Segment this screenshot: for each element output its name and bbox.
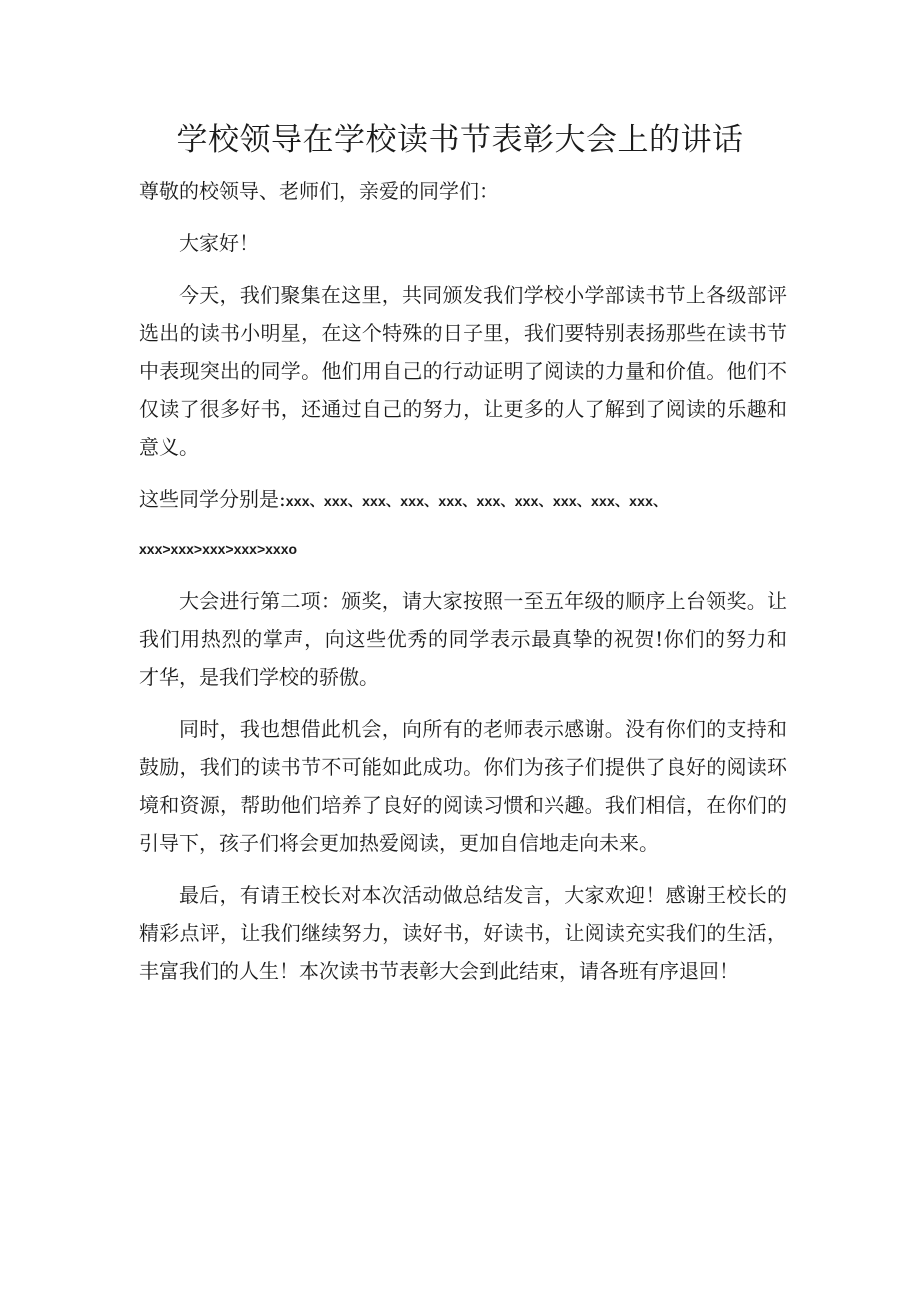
paragraph-intro: 今天，我们聚集在这里，共同颁发我们学校小学部读书节上各级部评选出的读书小明星，在这个特殊的日子里，我们要特别表扬那些在读书节中表现突出的同学。他们用自己的行动证明了阅读的力量和价值。他们不仅读了很多好书，还通过自己的努力，让更多的人了解到了阅读的乐趣和意义。 [139,283,787,459]
names-list: xxx、xxx、xxx、xxx、xxx、xxx、xxx、xxx、xxx、xxx、 [285,493,668,509]
salutation: 尊敬的校领导、老师们，亲爱的同学们： [139,179,499,203]
paragraph-thanks: 同时，我也想借此机会，向所有的老师表示感谢。没有你们的支持和鼓励，我们的读书节不可能如此成功。你们为孩子们提供了良好的阅读环境和资源，帮助他们培养了良好的阅读习惯和兴趣。我们相信，在你们的引导下，孩子们将会更加热爱阅读，更加自信地走向未来。 [139,717,787,855]
names-line [139,480,787,520]
paragraph-awards: 大会进行第二项：颁奖，请大家按照一至五年级的顺序上台领奖。让我们用热烈的掌声，向这些优秀的同学表示最真挚的祝贺!你们的努力和才华，是我们学校的骄傲。 [139,589,787,689]
paragraph-closing: 最后，有请王校长对本次活动做总结发言，大家欢迎！感谢王校长的精彩点评，让我们继续努力，读好书，好读书，让阅读充实我们的生活，丰富我们的人生！本次读书节表彰大会到此结束，请各班有序退回！ [139,883,787,983]
greeting: 大家好！ [179,231,259,255]
names-intro: 这些同学分别是: [139,487,286,511]
names-list-continued: xxx>xxx>xxx>xxx>xxxo [139,541,298,557]
document-title: 学校领导在学校读书节表彰大会上的讲话 [176,122,744,158]
document-body [139,172,787,990]
